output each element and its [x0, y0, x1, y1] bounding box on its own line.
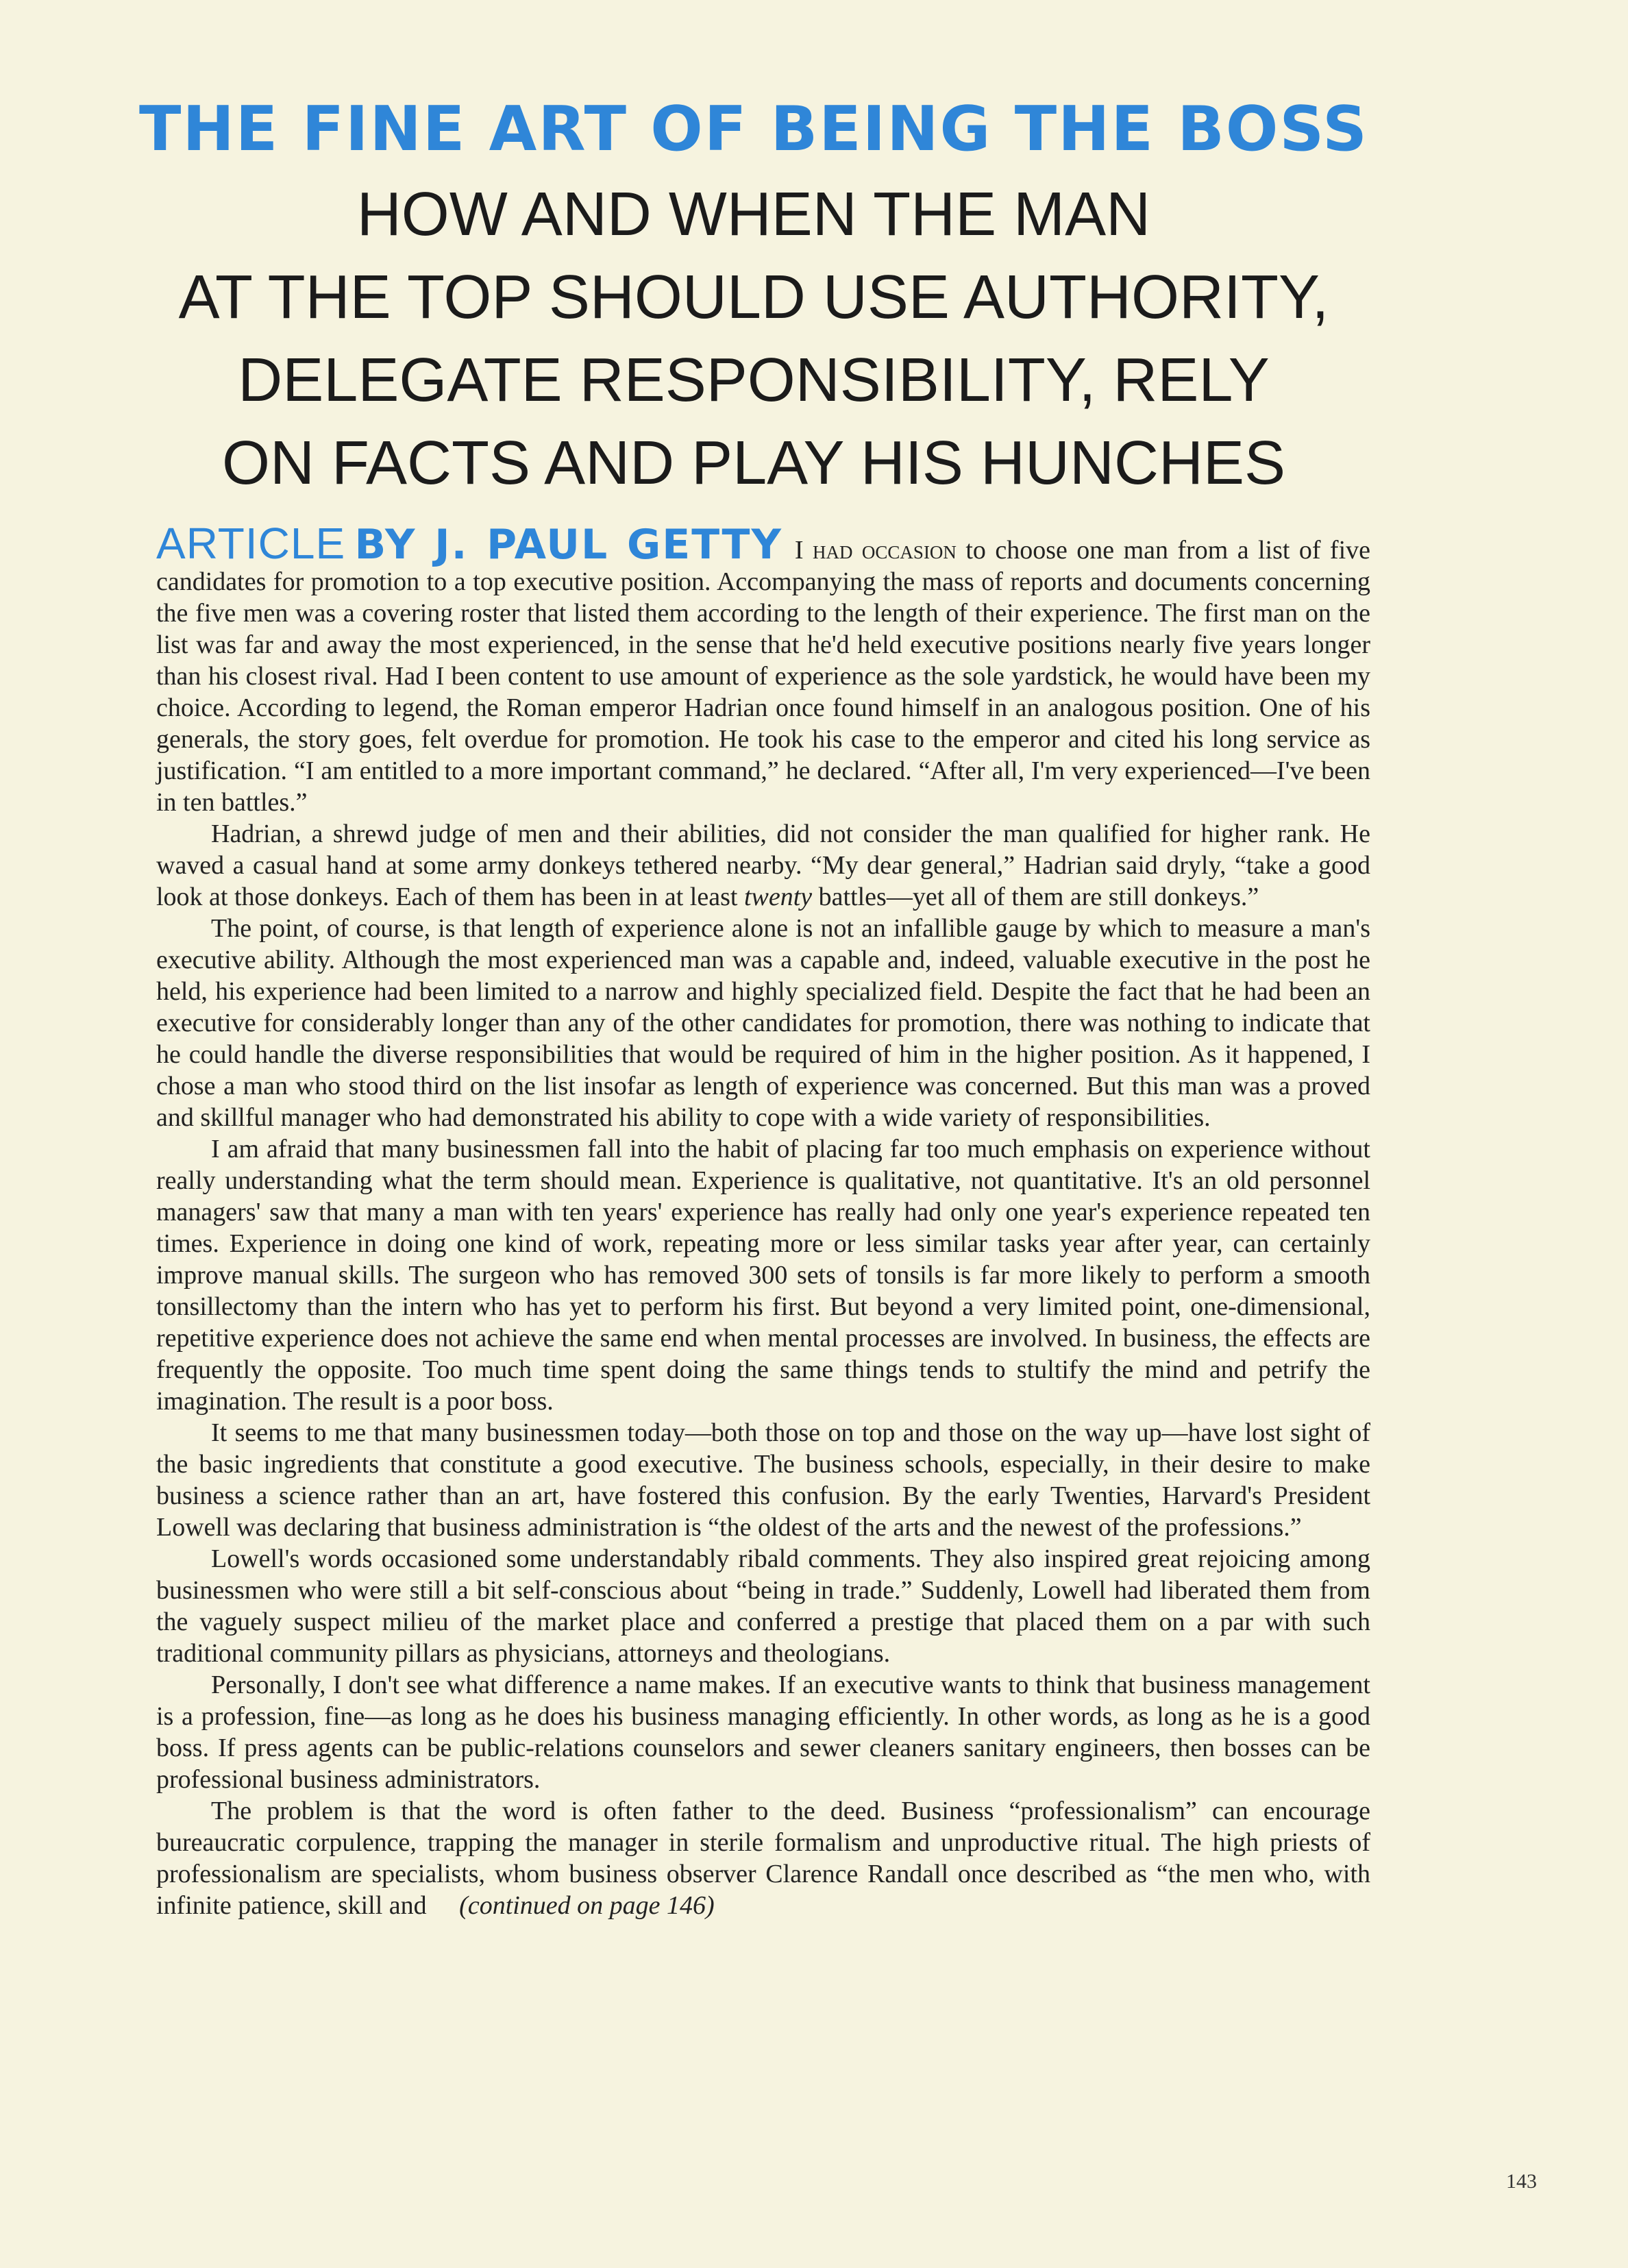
paragraph-text: to choose one man from a list of five candidates for promotion to a top executive position. Accompanying the mass of reports and documents concerning the five men was a covering roster that listed them according to the length of their experience. The first man on the list was far and away the most experienced, in the sense that he'd held executive positions nearly five years longer than his closest rival. Had I been content to use amount of experience as the sole yardstick, he would have been my choice. According to legend, the Roman emperor Hadrian once found himself in an analogous position. One of his generals, the story goes, felt overdue for promotion. He took his case to the emperor and cited his long service as justification. “I am entitled to a more important command,” he declared. “After all, I'm very experienced—I've been in ten battles.”: [156, 536, 1371, 817]
article-paragraph: Lowell's words occasioned some understandably ribald comments. They also inspired great rejoicing among businessmen who were still a bit self-conscious about “being in trade.” Suddenly, Lowell had liberated them from the vaguely suspect milieu of the market place and conferred a prestige that placed them on a par with such traditional community pillars as physicians, attorneys and theologians.: [156, 1544, 1370, 1668]
article-paragraph: I am afraid that many businessmen fall into the habit of placing far too much emphasis on experience without really understanding what the term should mean. Experience is qualitative, not quantitative. It's an old personnel managers' saw that many a man with ten years' experience has really had only one year's experience repeated ten times. Experience in doing one kind of work, repeating more or less similar tasks year after year, can certainly improve manual skills. The surgeon who has removed 300 sets of tonsils is far more likely to perform a smooth tonsillectomy than the intern who has yet to perform his first. But beyond a very limited point, one-dimensional, repetitive experience does not achieve the same end when mental processes are involved. In business, the effects are frequently the opposite. Too much time spent doing the same things tends to stultify the mind and petrify the imagination. The result is a poor boss.: [156, 1135, 1370, 1416]
paragraph-text: The problem is that the word is often father to the deed. Business “professionalism” can encourage bureaucratic corpulence, trapping the manager in sterile formalism and unproductive ritual. The high priests of professionalism are specialists, whom business observer Clarence Randall once described as “the men who, with infinite patience, skill and: [156, 1797, 1370, 1920]
article-headline: [137, 88, 1370, 503]
byline-label: ARTICLE: [156, 519, 346, 568]
article-paragraph: [156, 1795, 1370, 1921]
article-paragraph: The point, of course, is that length of experience alone is not an infallible gauge by which to measure a man's executive ability. Although the most experienced man was a capable and, indeed, valuable executive in the post he held, his experience had been limited to a narrow and highly specialized field. Despite the fact that he had been an executive for considerably longer than any of the other candidates for promotion, there was nothing to indicate that he could handle the diverse responsibilities that would be required of him in the higher position. As it happened, I chose a man who stood third on the list insofar as length of experience was concerned. But this man was a proved and skillful manager who had demonstrated his ability to cope with a wide variety of responsibilities.: [156, 914, 1370, 1132]
page-number: 143: [1506, 2170, 1537, 2193]
paragraph-text: battles—yet all of them are still donkeys.”: [818, 883, 1259, 911]
article-title: THE FINE ART OF BEING THE BOSS: [139, 93, 1368, 165]
article-paragraph: It seems to me that many businessmen today—both those on top and those on the way up—have lost sight of the basic ingredients that constitute a good executive. The business schools, especially, in their desire to make business a science rather than an art, have fostered this confusion. By the early Twenties, Harvard's President Lowell was declaring that business administration is “the oldest of the arts and the newest of the professions.”: [156, 1418, 1370, 1542]
emphasis-text: twenty: [743, 883, 813, 911]
article-subtitle-line: DELEGATE RESPONSIBILITY, RELY: [238, 346, 1270, 415]
byline-author: BY J. PAUL GETTY: [354, 521, 782, 569]
paragraph-text: Hadrian, a shrewd judge of men and their abilities, did not consider the man qualified for higher rank. He waved a casual hand at some army donkeys tethered nearby. “My dear general,” Hadrian said dryly, “take a good look at those donkeys. Each of them has been in at least: [156, 819, 1370, 911]
article-body: [156, 519, 1371, 1921]
lead-in-text: I had occasion: [794, 536, 957, 565]
article-paragraph: [156, 519, 1371, 818]
article-paragraph: Personally, I don't see what difference a name makes. If an executive wants to think that business management is a profession, fine—as long as he does his business managing efficiently. In other words, as long as he is a good boss. If press agents can be public-relations counselors and sewer cleaners sanitary engineers, then bosses can be professional business administrators.: [156, 1671, 1370, 1794]
article-subtitle-line: ON FACTS AND PLAY HIS HUNCHES: [221, 429, 1286, 497]
article-subtitle-line: HOW AND WHEN THE MAN: [356, 180, 1151, 249]
article-subtitle-line: AT THE TOP SHOULD USE AUTHORITY,: [178, 263, 1329, 332]
article-paragraph: [156, 818, 1370, 913]
continued-link[interactable]: (continued on page 146): [459, 1891, 715, 1920]
